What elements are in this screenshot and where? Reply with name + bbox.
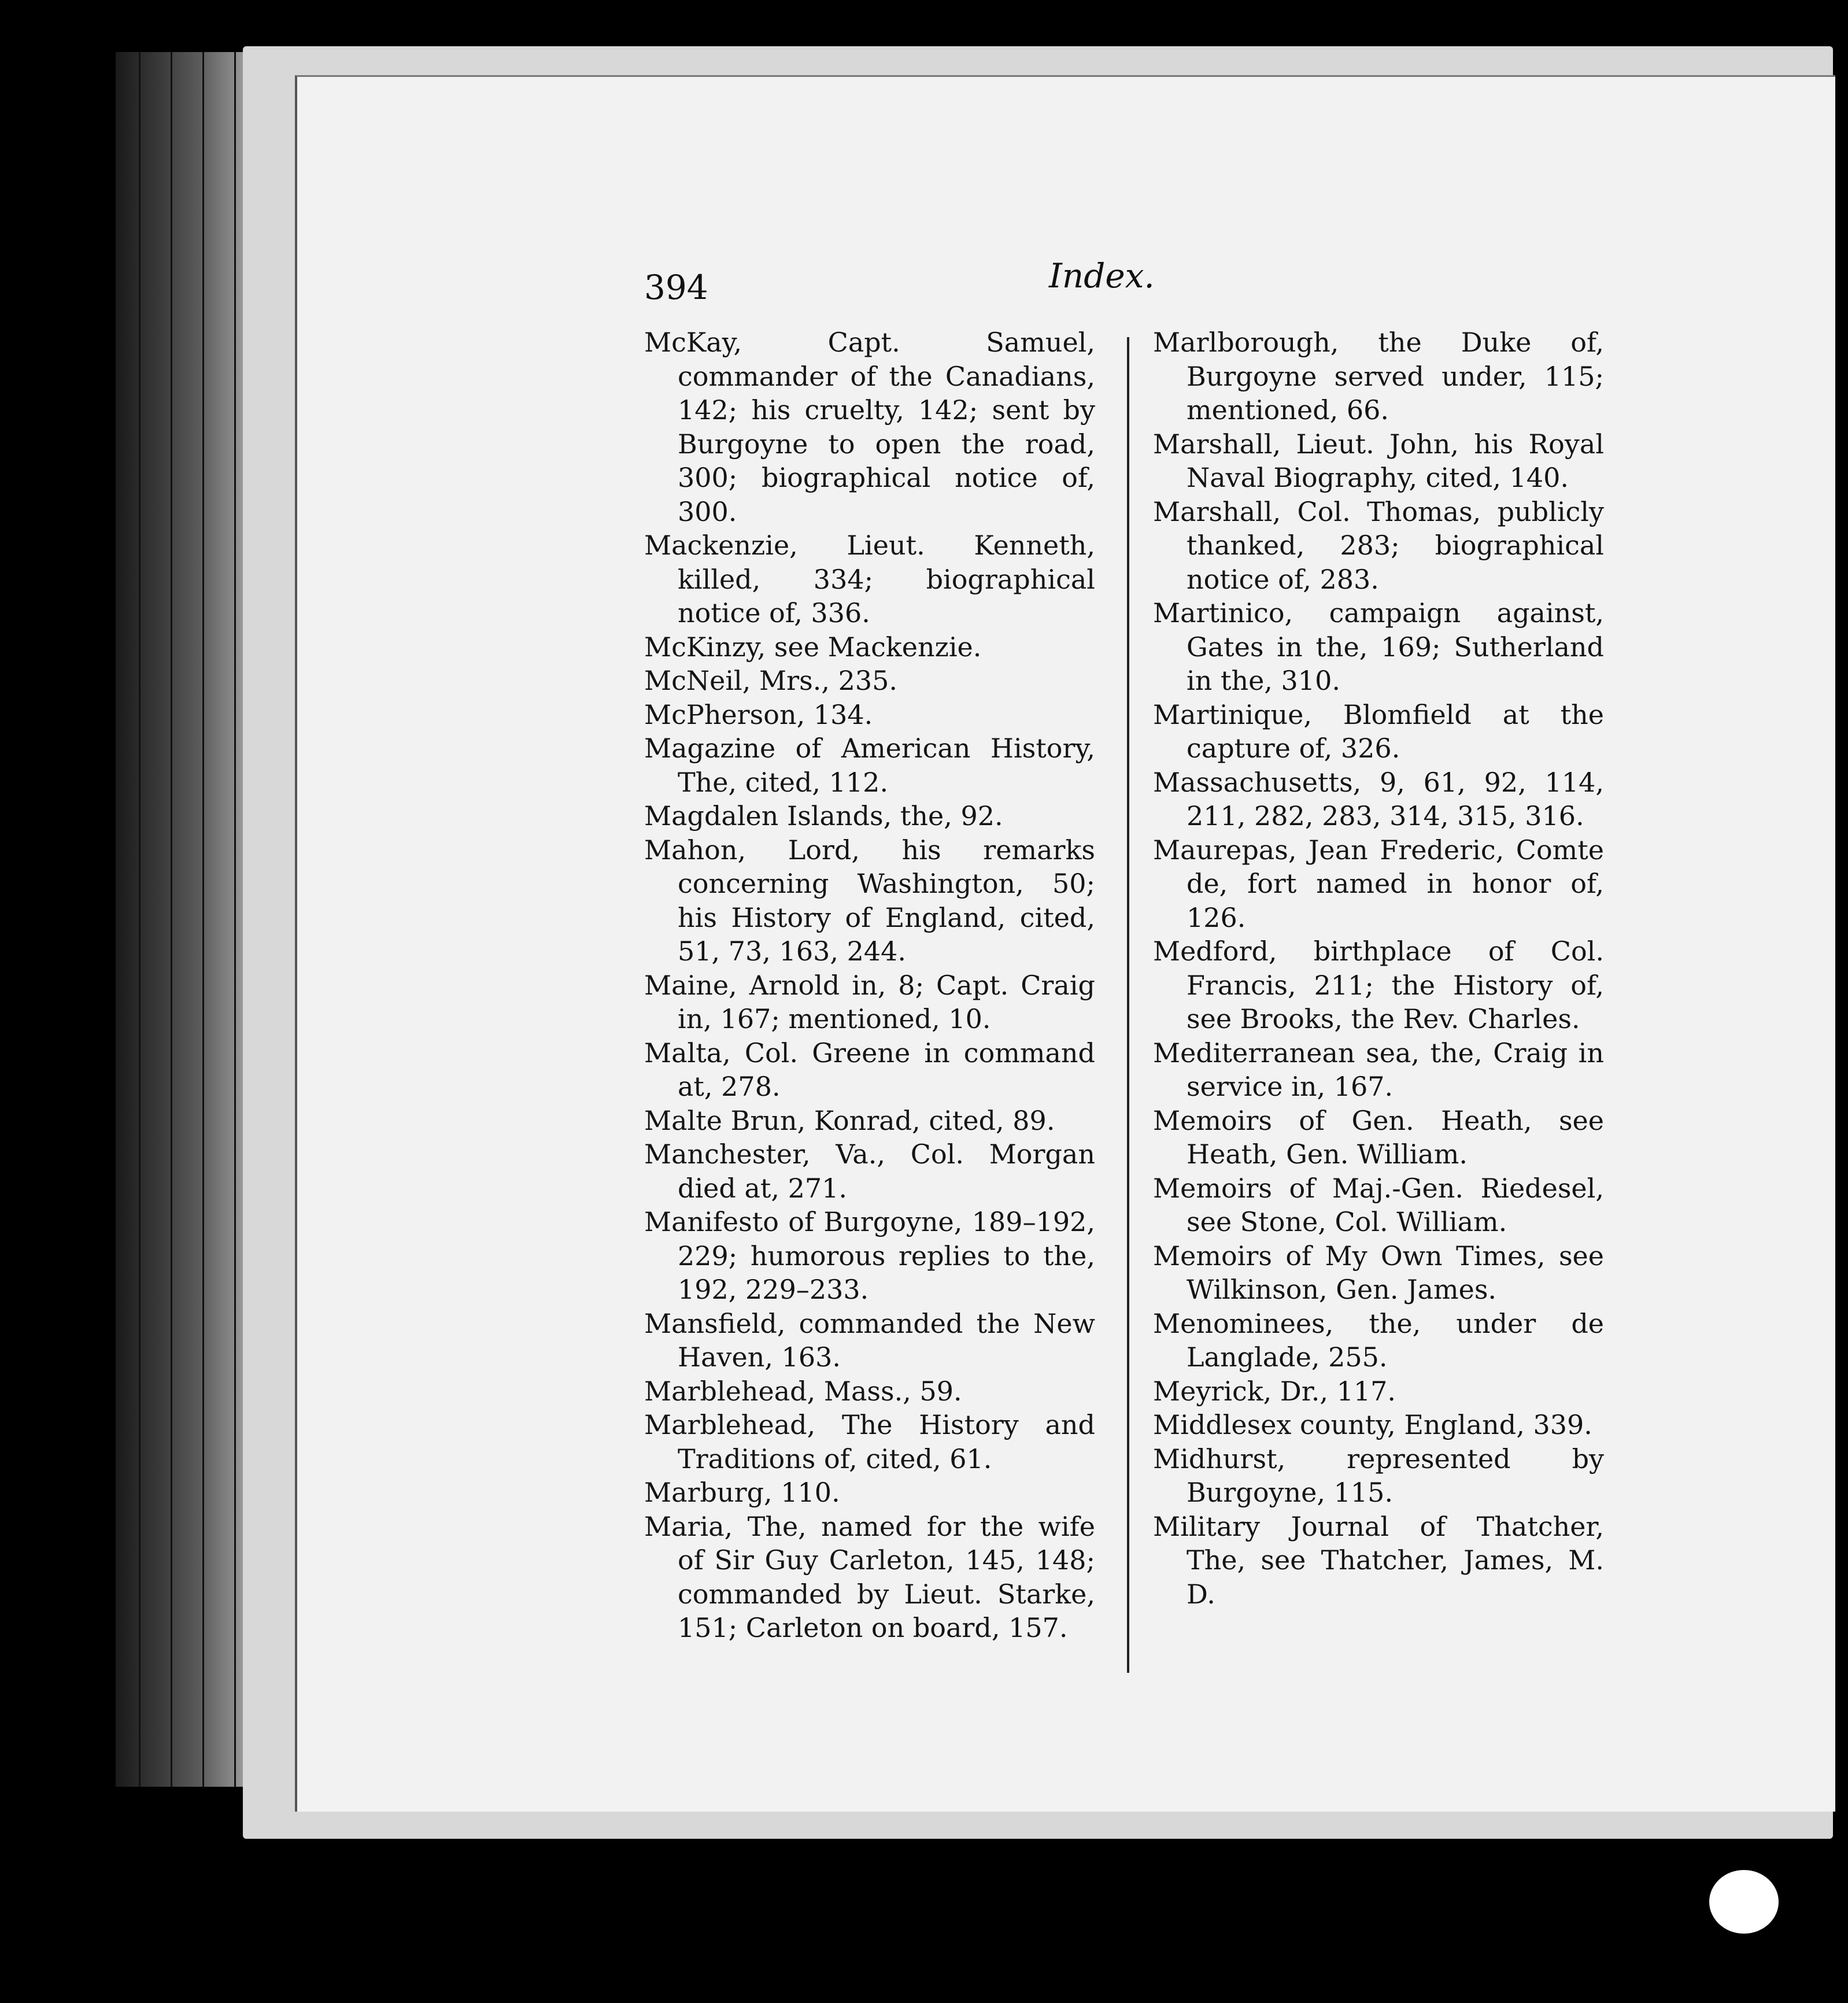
index-entry: Maurepas, Jean Frederic, Comte de, fort named in honor of, 126. <box>1153 834 1604 933</box>
index-entry: Memoirs of Maj.-Gen. Riedesel, see Stone, Col. William. <box>1153 1172 1604 1237</box>
index-entry: Manchester, Va., Col. Morgan died at, 271. <box>644 1139 1095 1204</box>
index-entry: Mansfield, commanded the New Haven, 163. <box>644 1307 1095 1373</box>
index-entry: Magazine of American History, The, cited, 112. <box>644 733 1095 798</box>
page-edge-line <box>202 52 204 1787</box>
index-entry: Massachusetts, 9, 61, 92, 114, 211, 282, 283, 314, 315, 316. <box>1153 766 1604 831</box>
index-entry: Marblehead, Mass., 59. <box>644 1375 962 1407</box>
index-entry: Maine, Arnold in, 8; Capt. Craig in, 167; mentioned, 10. <box>644 969 1095 1034</box>
index-entry: Manifesto of Burgoyne, 189–192, 229; humorous replies to the, 192, 229–233. <box>644 1206 1095 1305</box>
index-entry: Memoirs of Gen. Heath, see Heath, Gen. William. <box>1153 1104 1604 1170</box>
index-entry: Medford, birthplace of Col. Francis, 211; the History of, see Brooks, the Rev. Charles. <box>1153 936 1604 1034</box>
index-entry: Military Journal of Thatcher, The, see Thatcher, James, M. D. <box>1153 1510 1604 1610</box>
index-entry: Marshall, Col. Thomas, publicly thanked, 283; biographical notice of, 283. <box>1153 496 1604 595</box>
index-entry: Martinique, Blomfield at the capture of, 326. <box>1153 699 1604 764</box>
page-edge-line <box>139 52 141 1787</box>
page-edge-line <box>171 52 172 1787</box>
index-entry: Midhurst, represented by Burgoyne, 115. <box>1153 1443 1604 1508</box>
index-entry: Meyrick, Dr., 117. <box>1153 1375 1396 1407</box>
index-entry: McKay, Capt. Samuel, commander of the Canadians, 142; his cruelty, 142; sent by Burgoyne to open the road, 300; biographical notice of, 300. <box>644 327 1095 527</box>
index-entry: Martinico, campaign against, Gates in the, 169; Sutherland in the, 310. <box>1153 597 1604 696</box>
index-entry: Maria, The, named for the wife of Sir Guy Carleton, 145, 148; commanded by Lieut. Starke, 151; Carleton on board, 157. <box>644 1510 1095 1643</box>
index-entry: Malta, Col. Greene in command at, 278. <box>644 1037 1095 1102</box>
index-entry: Mediterranean sea, the, Craig in service in, 167. <box>1153 1037 1604 1102</box>
page-number: 394 <box>644 268 708 307</box>
index-entry: Magdalen Islands, the, 92. <box>644 800 1003 831</box>
index-entry: McPherson, 134. <box>644 699 873 730</box>
index-entry: Marlborough, the Duke of, Burgoyne served under, 115; mentioned, 66. <box>1153 327 1604 426</box>
index-entry: McNeil, Mrs., 235. <box>644 665 897 696</box>
index-entry: Marblehead, The History and Traditions of, cited, 61. <box>644 1409 1095 1474</box>
right-column <box>1153 326 1604 1611</box>
page-edge-line <box>234 52 236 1787</box>
book-page <box>295 75 1835 1812</box>
index-entry: Mahon, Lord, his remarks concerning Washington, 50; his History of England, cited, 51, 73, 163, 244. <box>644 834 1095 967</box>
scan-speck <box>1709 1870 1779 1934</box>
column-divider <box>1127 337 1129 1673</box>
index-entry: Memoirs of My Own Times, see Wilkinson, Gen. James. <box>1153 1240 1604 1305</box>
index-entry: Menominees, the, under de Langlade, 255. <box>1153 1307 1604 1373</box>
running-head: Index. <box>1049 256 1155 295</box>
left-column <box>644 326 1095 1645</box>
page-header <box>297 256 1835 326</box>
index-entry: Marburg, 110. <box>644 1477 840 1508</box>
index-entry: Marshall, Lieut. John, his Royal Naval Biography, cited, 140. <box>1153 428 1604 493</box>
index-entry: McKinzy, see Mackenzie. <box>644 631 982 663</box>
index-columns <box>644 326 1627 1742</box>
index-entry: Malte Brun, Konrad, cited, 89. <box>644 1104 1055 1136</box>
index-entry: Middlesex county, England, 339. <box>1153 1409 1592 1440</box>
index-entry: Mackenzie, Lieut. Kenneth, killed, 334; biographical notice of, 336. <box>644 530 1095 629</box>
